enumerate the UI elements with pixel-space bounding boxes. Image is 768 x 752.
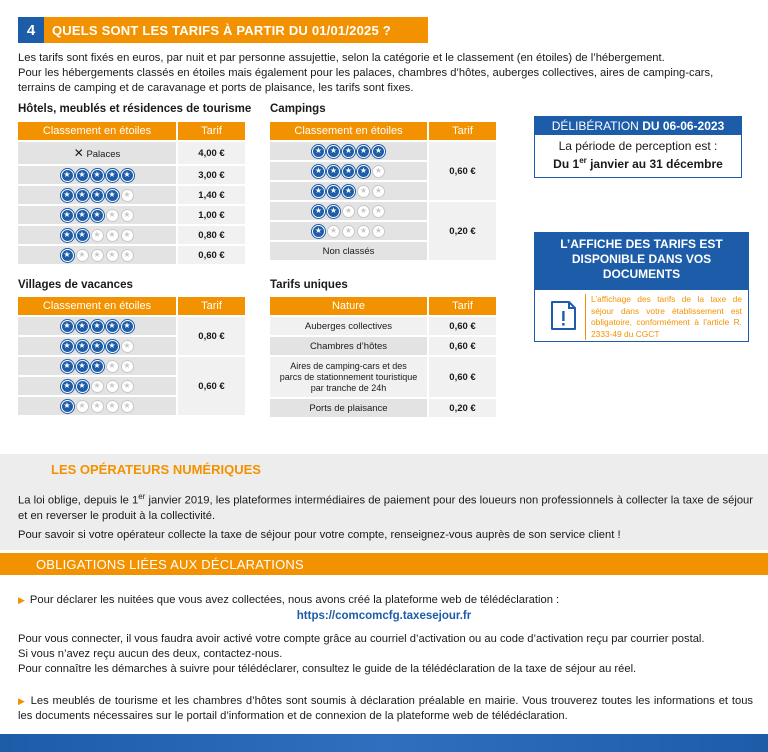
star-empty-icon: ★: [106, 360, 119, 373]
star-empty-icon: ★: [106, 380, 119, 393]
uniques-nature-2-line3: par tranche de 24h: [310, 382, 387, 393]
table-row: [270, 337, 496, 355]
star-filled-icon: ★: [327, 185, 340, 198]
star-rating-1: [18, 246, 176, 264]
hotels-tarif-1: 3,00 €: [178, 166, 245, 184]
hotels-table: [16, 120, 247, 266]
uniques-nature-0: Auberges collectives: [270, 317, 427, 335]
star-filled-icon: ★: [76, 209, 89, 222]
stars: [61, 169, 134, 182]
star-empty-icon: ★: [121, 189, 134, 202]
section-header: [18, 17, 428, 43]
star-rating-3: [18, 357, 176, 375]
obligations-line-3: Pour connaître les démarches à suivre pour télédéclarer, consultez le guide de la télédéclaration de la taxe de séjour au réel.: [18, 663, 637, 675]
hotels-rows: [18, 142, 245, 264]
section-title: QUELS SONT LES TARIFS À PARTIR DU 01/01/2025 ?: [52, 22, 391, 38]
operators-p1-b: janvier 2019, les plateformes intermédiaires de paiement pour des loueurs non professionnels à collecter la taxe de séjour et en reverser le produit à la collectivité.: [18, 494, 753, 522]
star-empty-icon: ★: [372, 205, 385, 218]
villages-tarif-high: 0,80 €: [178, 317, 245, 355]
star-filled-icon: ★: [76, 169, 89, 182]
deliberation-date: DU 06-06-2023: [642, 119, 725, 133]
operators-paragraph-2: Pour savoir si votre opérateur collecte la taxe de séjour pour votre compte, renseignez-vous auprès de son service client !: [18, 529, 621, 541]
star-empty-icon: ★: [121, 400, 134, 413]
star-filled-icon: ★: [61, 229, 74, 242]
stars: [61, 229, 134, 242]
notice-icon: [541, 294, 585, 340]
uniques-nature-2: [270, 357, 427, 397]
table-row: [270, 357, 496, 397]
star-filled-icon: ★: [76, 189, 89, 202]
operators-p1-sup: er: [138, 492, 146, 501]
campings-tarif-high: 0,60 €: [429, 142, 496, 200]
star-filled-icon: ★: [327, 205, 340, 218]
stars: [61, 400, 134, 413]
villages-title: Villages de vacances: [18, 279, 133, 291]
villages-rows: [18, 317, 245, 415]
star-empty-icon: ★: [327, 225, 340, 238]
star-filled-icon: ★: [357, 165, 370, 178]
star-filled-icon: ★: [61, 360, 74, 373]
star-rating-5: [270, 142, 427, 160]
star-filled-icon: ★: [106, 320, 119, 333]
star-filled-icon: ★: [61, 249, 74, 262]
star-empty-icon: ★: [342, 205, 355, 218]
deliberation-line-1: La période de perception est :: [558, 139, 718, 153]
obligations-bullet-1-text: Pour déclarer les nuitées que vous avez collectées, nous avons créé la plateforme web de télédéclaration :: [29, 594, 560, 606]
star-rating-4: [18, 186, 176, 204]
campings-col-tarif: Tarif: [429, 122, 496, 140]
footer-bar: [0, 734, 768, 752]
star-empty-icon: ★: [91, 380, 104, 393]
star-rating-5: [18, 317, 176, 335]
hotels-col-tarif: Tarif: [178, 122, 245, 140]
star-rating-5: [18, 166, 176, 184]
star-filled-icon: ★: [342, 165, 355, 178]
campings-col-class: Classement en étoiles: [270, 122, 427, 140]
star-empty-icon: ★: [76, 400, 89, 413]
stars: [61, 340, 134, 353]
table-row: [18, 166, 245, 184]
stars: [312, 205, 385, 218]
operators-paragraph-1: [18, 489, 753, 524]
star-filled-icon: ★: [61, 169, 74, 182]
star-rating-2: [18, 226, 176, 244]
table-row: [270, 142, 496, 160]
affiche-text: L’affichage des tarifs de la taxe de séjour dans votre établissement est obligatoire, conformément à l’article R. 2333-49 du CGCT: [585, 294, 742, 340]
uniques-tarif-0: 0,60 €: [429, 317, 496, 335]
obligations-line-1: Pour vous connecter, il vous faudra avoir activé votre compte grâce au courriel d’activation ou au code d’activation reçu par courrier postal.: [18, 633, 705, 645]
deliberation-box: [534, 116, 742, 178]
villages-table: [16, 295, 247, 417]
uniques-col-nature: Nature: [270, 297, 427, 315]
uniques-tarif-3: 0,20 €: [429, 399, 496, 417]
uniques-title: Tarifs uniques: [270, 279, 348, 291]
star-filled-icon: ★: [91, 189, 104, 202]
uniques-nature-1: Chambres d’hôtes: [270, 337, 427, 355]
star-filled-icon: ★: [312, 165, 325, 178]
star-filled-icon: ★: [106, 169, 119, 182]
star-empty-icon: ★: [76, 249, 89, 262]
star-rating-4: [270, 162, 427, 180]
table-row: [18, 357, 245, 375]
campings-non-classes: Non classés: [270, 242, 427, 260]
campings-title: Campings: [270, 103, 326, 115]
star-rating-4: [18, 337, 176, 355]
star-filled-icon: ★: [342, 185, 355, 198]
star-empty-icon: ★: [372, 225, 385, 238]
star-filled-icon: ★: [91, 209, 104, 222]
star-empty-icon: ★: [357, 225, 370, 238]
stars: [61, 360, 134, 373]
deliberation-header: [535, 117, 741, 135]
star-filled-icon: ★: [76, 380, 89, 393]
operators-p1-a: La loi oblige, depuis le 1: [18, 494, 139, 507]
star-filled-icon: ★: [76, 229, 89, 242]
star-empty-icon: ★: [121, 360, 134, 373]
star-empty-icon: ★: [357, 205, 370, 218]
star-empty-icon: ★: [121, 340, 134, 353]
uniques-tarif-1: 0,60 €: [429, 337, 496, 355]
teledeclaration-link[interactable]: https://comcomcfg.taxesejour.fr: [296, 610, 472, 622]
hotels-tarif-2: 1,40 €: [178, 186, 245, 204]
affiche-title: L’AFFICHE DES TARIFS EST DISPONIBLE DANS VOS DOCUMENTS: [535, 233, 748, 290]
intro-line-2: Pour les hébergements classés en étoiles mais également pour les palaces, chambres d’hôtes, auberges collectives, aires de camping-cars, terrains de camping et de caravanage et ports de plaisance, les tarifs sont fixes.: [18, 67, 714, 94]
campings-tarif-low: 0,20 €: [429, 202, 496, 260]
star-empty-icon: ★: [121, 380, 134, 393]
star-filled-icon: ★: [61, 340, 74, 353]
star-filled-icon: ★: [76, 320, 89, 333]
star-rating-3: [18, 206, 176, 224]
star-filled-icon: ★: [312, 225, 325, 238]
star-filled-icon: ★: [91, 340, 104, 353]
stars: [61, 249, 134, 262]
star-empty-icon: ★: [106, 249, 119, 262]
deliberation-line-2-sup: er: [579, 156, 587, 165]
star-rating-2: [270, 202, 427, 220]
star-empty-icon: ★: [372, 165, 385, 178]
table-row: [270, 202, 496, 220]
star-empty-icon: ★: [106, 400, 119, 413]
star-empty-icon: ★: [106, 229, 119, 242]
stars: [312, 225, 385, 238]
section-number: 4: [18, 17, 44, 43]
cutlery-icon: ✕: [73, 146, 84, 160]
star-filled-icon: ★: [76, 340, 89, 353]
table-row: [18, 226, 245, 244]
table-row: [18, 206, 245, 224]
obligations-bullet-2-text: Les meublés de tourisme et les chambres d’hôtes sont soumis à déclaration préalable en mairie. Vous trouverez toutes les informations et tous les documents nécessaires sur le portail d’information et de connexion de la plateforme web de télédéclaration.: [18, 695, 754, 722]
star-filled-icon: ★: [61, 320, 74, 333]
deliberation-line-2-a: Du 1: [553, 157, 580, 171]
uniques-table: [268, 295, 498, 419]
star-filled-icon: ★: [121, 169, 134, 182]
hotels-tarif-0: 4,00 €: [178, 142, 245, 164]
star-filled-icon: ★: [372, 145, 385, 158]
table-row: [18, 186, 245, 204]
table-row: [18, 246, 245, 264]
star-filled-icon: ★: [327, 165, 340, 178]
stars: [61, 209, 134, 222]
stars: [312, 185, 385, 198]
obligations-title: OBLIGATIONS LIÉES AUX DÉCLARATIONS: [36, 557, 304, 572]
obligations-line-2: Si vous n’avez reçu aucun des deux, contactez-nous.: [18, 648, 283, 660]
arrow-right-icon: ▶: [18, 595, 25, 605]
intro-text: [18, 51, 753, 96]
star-empty-icon: ★: [121, 209, 134, 222]
uniques-rows: [270, 317, 496, 417]
stars: [312, 145, 385, 158]
star-filled-icon: ★: [106, 340, 119, 353]
star-filled-icon: ★: [106, 189, 119, 202]
obligations-bullet-1: [18, 593, 753, 608]
deliberation-line-2: [535, 156, 741, 171]
hotels-col-class: Classement en étoiles: [18, 122, 176, 140]
star-filled-icon: ★: [312, 185, 325, 198]
star-rating-1: [18, 397, 176, 415]
star-rating-1: [270, 222, 427, 240]
intro-line-1: Les tarifs sont fixés en euros, par nuit et par personne assujettie, selon la catégorie et le classement (en étoiles) de l’hébergement.: [18, 52, 665, 64]
campings-rows: [270, 142, 496, 260]
arrow-right-icon: ▶: [18, 696, 26, 706]
star-empty-icon: ★: [91, 400, 104, 413]
table-row: [18, 317, 245, 335]
star-filled-icon: ★: [91, 360, 104, 373]
star-filled-icon: ★: [61, 400, 74, 413]
hotels-tarif-3: 1,00 €: [178, 206, 245, 224]
star-rating-2: [18, 377, 176, 395]
deliberation-line-2-b: janvier au 31 décembre: [586, 157, 723, 171]
hotels-title: Hôtels, meublés et résidences de tourisme: [18, 103, 252, 115]
star-filled-icon: ★: [61, 189, 74, 202]
star-filled-icon: ★: [357, 145, 370, 158]
star-empty-icon: ★: [357, 185, 370, 198]
hotels-tarif-5: 0,60 €: [178, 246, 245, 264]
affiche-box: [534, 232, 749, 342]
operators-title: LES OPÉRATEURS NUMÉRIQUES: [51, 462, 261, 477]
palaces-label: Palaces: [86, 149, 121, 160]
hotels-tarif-4: 0,80 €: [178, 226, 245, 244]
table-row: [270, 399, 496, 417]
villages-col-tarif: Tarif: [178, 297, 245, 315]
star-filled-icon: ★: [342, 145, 355, 158]
star-empty-icon: ★: [91, 249, 104, 262]
stars: [61, 189, 134, 202]
star-filled-icon: ★: [61, 209, 74, 222]
uniques-nature-2-line2: parcs de stationnement touristique: [279, 371, 418, 382]
hotels-class-palaces: [18, 142, 176, 164]
star-filled-icon: ★: [312, 145, 325, 158]
uniques-nature-3: Ports de plaisance: [270, 399, 427, 417]
star-empty-icon: ★: [121, 249, 134, 262]
campings-table: [268, 120, 498, 262]
obligations-paragraph: [18, 632, 758, 677]
villages-tarif-low: 0,60 €: [178, 357, 245, 415]
obligations-bullet-2: [18, 694, 753, 724]
stars: [312, 165, 385, 178]
star-empty-icon: ★: [106, 209, 119, 222]
star-filled-icon: ★: [61, 380, 74, 393]
star-filled-icon: ★: [121, 320, 134, 333]
star-empty-icon: ★: [91, 229, 104, 242]
table-row: [18, 142, 245, 164]
star-filled-icon: ★: [312, 205, 325, 218]
star-empty-icon: ★: [372, 185, 385, 198]
star-filled-icon: ★: [91, 169, 104, 182]
table-row: [270, 317, 496, 335]
star-empty-icon: ★: [342, 225, 355, 238]
star-rating-3: [270, 182, 427, 200]
uniques-tarif-2: 0,60 €: [429, 357, 496, 397]
stars: [61, 380, 134, 393]
star-filled-icon: ★: [327, 145, 340, 158]
uniques-col-tarif: Tarif: [429, 297, 496, 315]
villages-col-class: Classement en étoiles: [18, 297, 176, 315]
star-empty-icon: ★: [121, 229, 134, 242]
deliberation-prefix: DÉLIBÉRATION: [551, 119, 639, 133]
star-filled-icon: ★: [91, 320, 104, 333]
stars: [61, 320, 134, 333]
affiche-body: [535, 290, 748, 344]
star-filled-icon: ★: [76, 360, 89, 373]
uniques-nature-2-line1: Aires de camping-cars et des: [290, 360, 407, 371]
